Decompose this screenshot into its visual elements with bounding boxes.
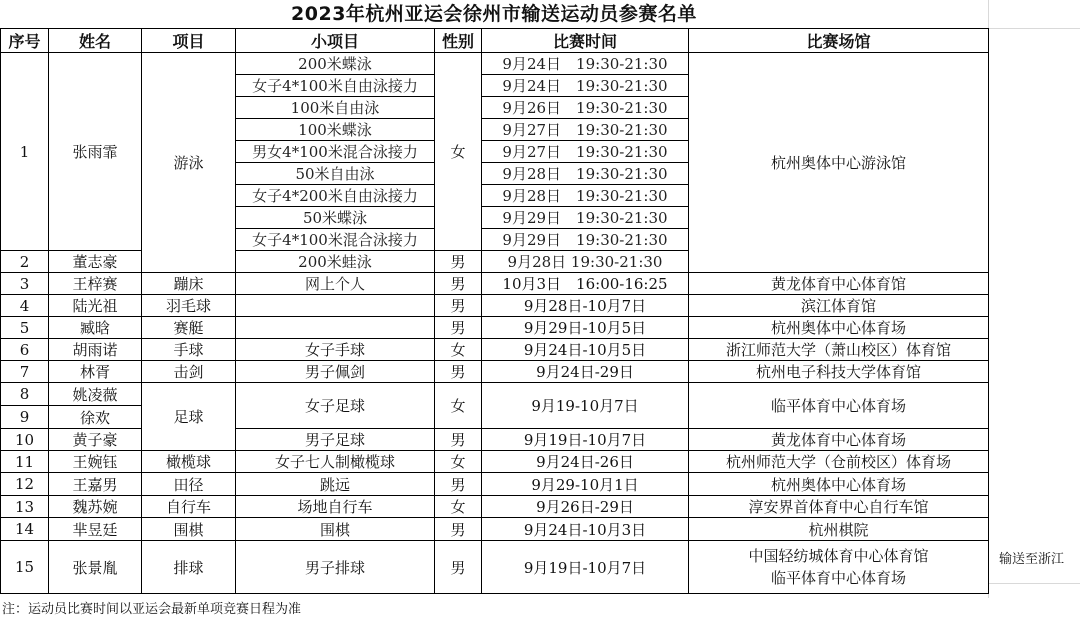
gender-cell: 男	[435, 251, 482, 273]
time-cell: 9月29日 19:30-21:30	[482, 229, 689, 251]
header-time: 比赛时间	[482, 29, 689, 53]
time-cell: 9月19日-10月7日	[482, 541, 689, 594]
event-cell: 200米蛙泳	[236, 251, 435, 273]
venue-cell: 黄龙体育中心体育馆	[689, 273, 989, 295]
athlete-name-cell: 王婉钰	[49, 451, 142, 473]
gender-cell: 男	[435, 518, 482, 541]
gender-cell: 女	[435, 53, 482, 251]
event-cell: 男子排球	[236, 541, 435, 594]
time-cell: 9月19-10月7日	[482, 383, 689, 429]
venue-cell: 杭州奥体中心体育场	[689, 317, 989, 339]
gender-cell: 男	[435, 317, 482, 339]
header-seq: 序号	[1, 29, 49, 53]
sport-cell: 排球	[142, 541, 236, 594]
venue-cell: 临平体育中心体育场	[689, 383, 989, 429]
sport-cell: 橄榄球	[142, 451, 236, 473]
footnote: 注：运动员比赛时间以亚运会最新单项竞赛日程为准	[2, 602, 302, 617]
header-event: 小项目	[236, 29, 435, 53]
header-venue: 比赛场馆	[689, 29, 989, 53]
event-cell: 100米蝶泳	[236, 119, 435, 141]
header-gender: 性别	[435, 29, 482, 53]
venue-cell: 黄龙体育中心体育场	[689, 429, 989, 451]
time-cell: 9月24日-29日	[482, 361, 689, 383]
athlete-name-cell: 林胥	[49, 361, 142, 383]
event-cell: 女子足球	[236, 383, 435, 429]
seq-cell: 2	[1, 251, 49, 273]
sport-cell: 赛艇	[142, 317, 236, 339]
table-row	[1, 473, 989, 496]
gender-cell: 男	[435, 295, 482, 317]
time-cell: 9月24日-10月5日	[482, 339, 689, 361]
athlete-name-cell: 姚凌薇	[49, 383, 142, 406]
sport-cell: 自行车	[142, 496, 236, 518]
event-cell	[236, 317, 435, 339]
table-row	[1, 295, 989, 317]
sport-cell: 蹦床	[142, 273, 236, 295]
header-row	[1, 29, 989, 53]
table-row	[1, 273, 989, 295]
sheet-gridline	[988, 583, 1080, 584]
table-row	[1, 383, 989, 406]
sport-cell: 围棋	[142, 518, 236, 541]
athlete-name-cell: 张景胤	[49, 541, 142, 594]
athlete-name-cell: 王嘉男	[49, 473, 142, 496]
gender-cell: 女	[435, 496, 482, 518]
venue-cell: 杭州奥体中心体育场	[689, 473, 989, 496]
event-cell: 男子足球	[236, 429, 435, 451]
event-cell: 女子七人制橄榄球	[236, 451, 435, 473]
venue-line: 中国轻纺城体育中心体育馆	[748, 547, 929, 565]
time-cell: 9月26日-29日	[482, 496, 689, 518]
venue-cell	[689, 541, 989, 594]
time-cell: 9月28日 19:30-21:30	[482, 185, 689, 207]
athlete-name-cell: 张雨霏	[49, 53, 142, 251]
header-sport: 项目	[142, 29, 236, 53]
table-row	[1, 496, 989, 518]
event-cell	[236, 295, 435, 317]
seq-cell: 4	[1, 295, 49, 317]
venue-cell: 浙江师范大学（萧山校区）体育馆	[689, 339, 989, 361]
sheet-gridline	[988, 28, 1080, 29]
gender-cell: 女	[435, 383, 482, 429]
roster-table	[0, 28, 989, 594]
time-cell: 9月28日-10月7日	[482, 295, 689, 317]
time-cell: 9月27日 19:30-21:30	[482, 141, 689, 163]
time-cell: 9月29日 19:30-21:30	[482, 207, 689, 229]
seq-cell: 15	[1, 541, 49, 594]
time-cell: 9月28日 19:30-21:30	[482, 251, 689, 273]
gender-cell: 女	[435, 451, 482, 473]
seq-cell: 3	[1, 273, 49, 295]
seq-cell: 8	[1, 383, 49, 406]
page-title: 2023年杭州亚运会徐州市输送运动员参赛名单	[291, 3, 697, 25]
venue-cell: 杭州电子科技大学体育馆	[689, 361, 989, 383]
table-row	[1, 339, 989, 361]
time-cell: 9月19日-10月7日	[482, 429, 689, 451]
event-cell: 场地自行车	[236, 496, 435, 518]
athlete-name-cell: 魏苏婉	[49, 496, 142, 518]
venue-line: 临平体育中心体育场	[770, 569, 906, 587]
event-cell: 男子佩剑	[236, 361, 435, 383]
sport-cell: 田径	[142, 473, 236, 496]
event-cell: 50米蝶泳	[236, 207, 435, 229]
venue-cell: 滨江体育馆	[689, 295, 989, 317]
gender-cell: 男	[435, 541, 482, 594]
venue-cell: 淳安界首体育中心自行车馆	[689, 496, 989, 518]
seq-cell: 5	[1, 317, 49, 339]
table-row	[1, 451, 989, 473]
event-cell: 50米自由泳	[236, 163, 435, 185]
event-cell: 网上个人	[236, 273, 435, 295]
athlete-name-cell: 徐欢	[49, 406, 142, 429]
event-cell: 女子4*100米混合泳接力	[236, 229, 435, 251]
sport-cell: 足球	[142, 383, 236, 451]
venue-cell: 杭州师范大学（仓前校区）体育场	[689, 451, 989, 473]
time-cell: 9月29日-10月5日	[482, 317, 689, 339]
athlete-name-cell: 黄子豪	[49, 429, 142, 451]
venue-cell: 杭州奥体中心游泳馆	[689, 53, 989, 273]
seq-cell: 6	[1, 339, 49, 361]
event-cell: 围棋	[236, 518, 435, 541]
time-cell: 9月26日 19:30-21:30	[482, 97, 689, 119]
event-cell: 200米蝶泳	[236, 53, 435, 75]
event-cell: 100米自由泳	[236, 97, 435, 119]
sport-cell: 击剑	[142, 361, 236, 383]
side-note: 输送至浙江	[999, 552, 1065, 567]
event-cell: 男女4*100米混合泳接力	[236, 141, 435, 163]
time-cell: 9月29-10月1日	[482, 473, 689, 496]
athlete-name-cell: 董志豪	[49, 251, 142, 273]
sport-cell: 羽毛球	[142, 295, 236, 317]
table-row	[1, 518, 989, 541]
event-cell: 跳远	[236, 473, 435, 496]
time-cell: 9月24日 19:30-21:30	[482, 75, 689, 97]
time-cell: 9月24日-26日	[482, 451, 689, 473]
time-cell: 9月24日-10月3日	[482, 518, 689, 541]
time-cell: 9月28日 19:30-21:30	[482, 163, 689, 185]
seq-cell: 1	[1, 53, 49, 251]
event-cell: 女子4*100米自由泳接力	[236, 75, 435, 97]
gender-cell: 男	[435, 361, 482, 383]
event-cell: 女子手球	[236, 339, 435, 361]
sport-cell: 手球	[142, 339, 236, 361]
seq-cell: 13	[1, 496, 49, 518]
event-cell: 女子4*200米自由泳接力	[236, 185, 435, 207]
sport-cell: 游泳	[142, 53, 236, 273]
seq-cell: 14	[1, 518, 49, 541]
seq-cell: 11	[1, 451, 49, 473]
seq-cell: 10	[1, 429, 49, 451]
athlete-name-cell: 陆光祖	[49, 295, 142, 317]
athlete-name-cell: 臧晗	[49, 317, 142, 339]
table-row	[1, 541, 989, 594]
athlete-name-cell: 王梓赛	[49, 273, 142, 295]
time-cell: 9月27日 19:30-21:30	[482, 119, 689, 141]
table-row	[1, 53, 989, 75]
gender-cell: 男	[435, 429, 482, 451]
table-row	[1, 361, 989, 383]
gender-cell: 男	[435, 273, 482, 295]
gender-cell: 男	[435, 473, 482, 496]
time-cell: 10月3日 16:00-16:25	[482, 273, 689, 295]
seq-cell: 9	[1, 406, 49, 429]
table-row	[1, 317, 989, 339]
header-name: 姓名	[49, 29, 142, 53]
athlete-name-cell: 芈昱廷	[49, 518, 142, 541]
seq-cell: 7	[1, 361, 49, 383]
time-cell: 9月24日 19:30-21:30	[482, 53, 689, 75]
venue-cell: 杭州棋院	[689, 518, 989, 541]
gender-cell: 女	[435, 339, 482, 361]
seq-cell: 12	[1, 473, 49, 496]
athlete-name-cell: 胡雨诺	[49, 339, 142, 361]
